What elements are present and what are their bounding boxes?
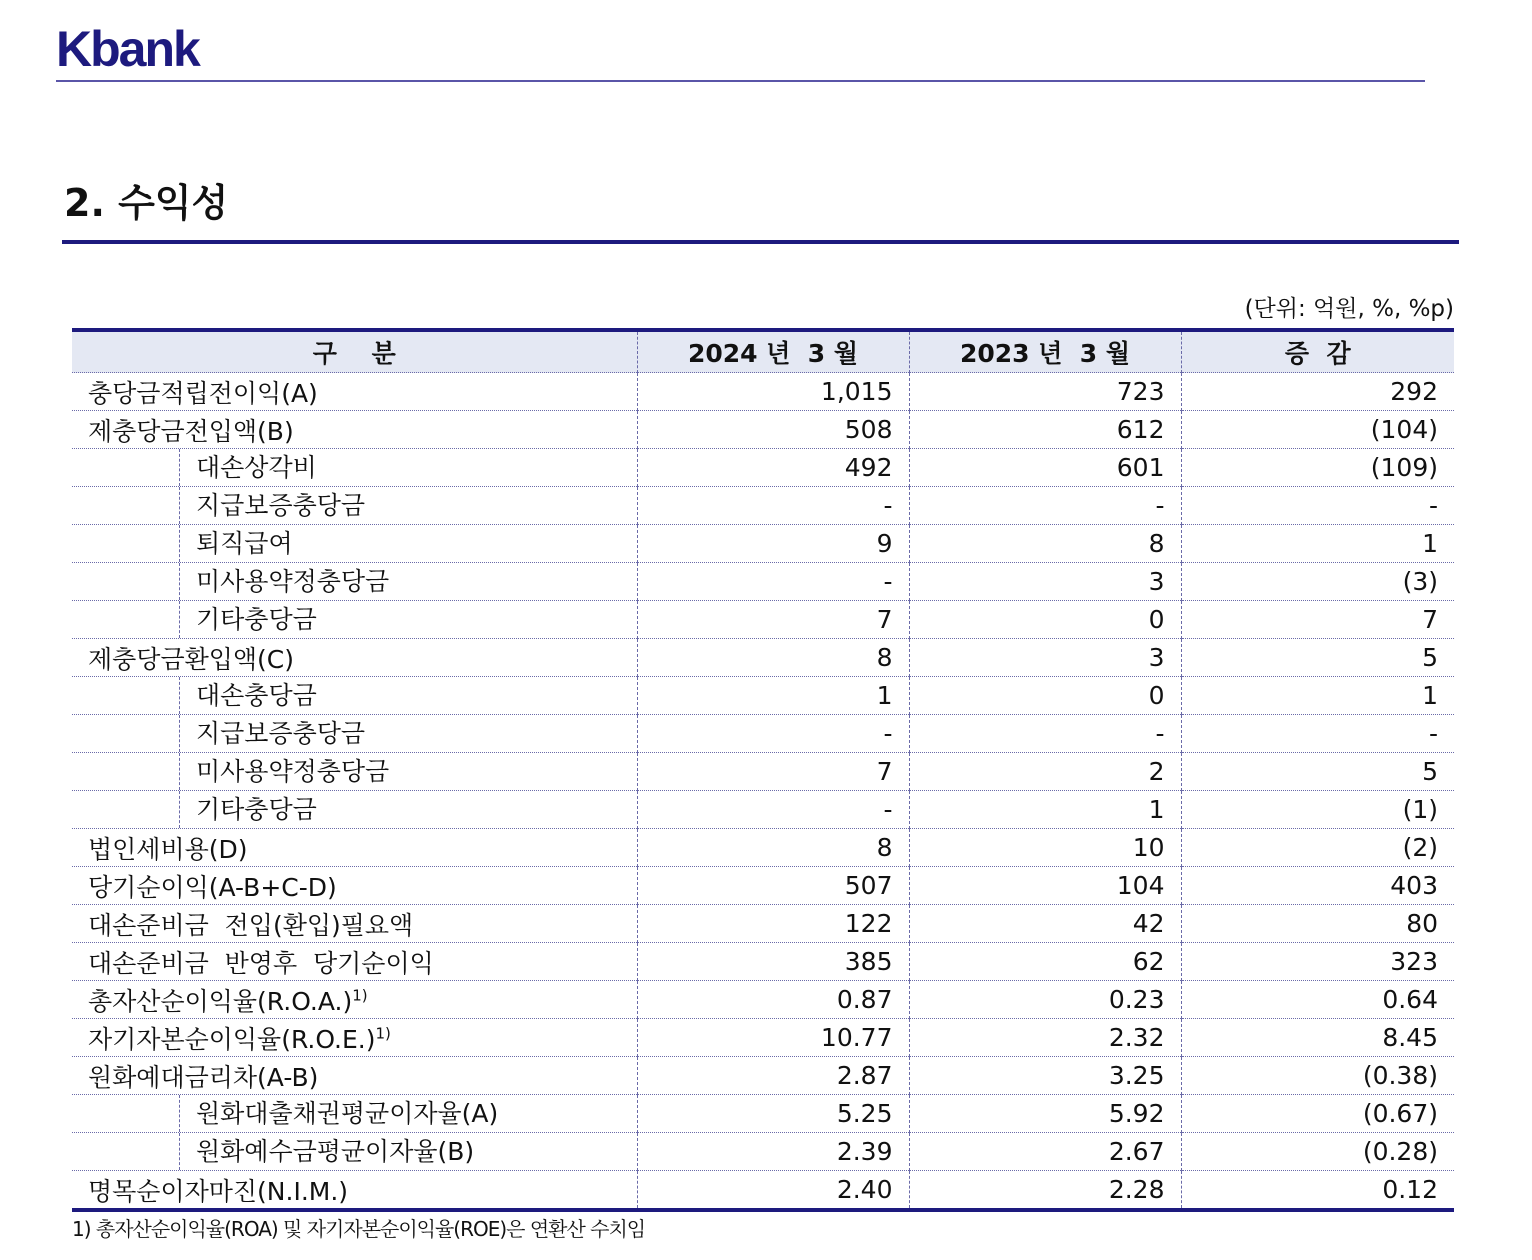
value-change: 0.64 (1181, 981, 1454, 1019)
table-row (72, 905, 1454, 943)
row-label-text: 지급보증충당금 (179, 715, 637, 752)
value-change: 80 (1181, 905, 1454, 943)
row-label (72, 373, 637, 411)
row-label-text: 기타충당금 (179, 791, 637, 828)
table-row (72, 563, 1454, 601)
row-label-text: 대손충당금 (179, 677, 637, 714)
header-divider (56, 80, 1425, 82)
header-2024-03: 2024 년 3 월 (637, 330, 909, 373)
row-label-text: 자기자본순이익율(R.O.E.) (88, 1024, 376, 1054)
value-change: 1 (1181, 677, 1454, 715)
value-2023: 2 (909, 753, 1181, 791)
value-change: (2) (1181, 829, 1454, 867)
table-row (72, 1095, 1454, 1133)
table-row (72, 677, 1454, 715)
row-label-text: 대손준비금 반영후 당기순이익 (88, 948, 434, 978)
table-row (72, 753, 1454, 791)
value-2023: 42 (909, 905, 1181, 943)
value-change: 8.45 (1181, 1019, 1454, 1057)
row-label (72, 411, 637, 449)
value-2024: 7 (637, 601, 909, 639)
header-category: 구 분 (72, 330, 637, 373)
table-row (72, 525, 1454, 563)
row-label-text: 미사용약정충당금 (179, 753, 637, 790)
row-label (72, 639, 637, 677)
row-label (72, 905, 637, 943)
unit-label: (단위: 억원, %, %p) (1244, 296, 1454, 322)
value-2023: 3 (909, 563, 1181, 601)
row-label-text: 제충당금전입액(B) (88, 416, 294, 446)
kbank-logo: Kbank (56, 21, 199, 77)
value-change: (3) (1181, 563, 1454, 601)
profitability-table (72, 328, 1454, 1212)
value-2024: 1 (637, 677, 909, 715)
value-2024: 122 (637, 905, 909, 943)
table-row (72, 943, 1454, 981)
value-2023: 3.25 (909, 1057, 1181, 1095)
value-2023: 104 (909, 867, 1181, 905)
value-change: 1 (1181, 525, 1454, 563)
value-2024: - (637, 715, 909, 753)
value-2024: 508 (637, 411, 909, 449)
table-row (72, 411, 1454, 449)
table-row (72, 449, 1454, 487)
value-2024: 2.87 (637, 1057, 909, 1095)
table-row (72, 791, 1454, 829)
row-label-text: 원화예수금평균이자율(B) (179, 1133, 637, 1170)
value-2023: 8 (909, 525, 1181, 563)
value-2023: - (909, 487, 1181, 525)
row-label-text: 대손상각비 (179, 449, 637, 486)
value-change: 5 (1181, 639, 1454, 677)
row-label-text: 원화예대금리차(A-B) (88, 1062, 319, 1092)
table-row (72, 1171, 1454, 1211)
value-2023: 0 (909, 601, 1181, 639)
value-change: 323 (1181, 943, 1454, 981)
row-label (72, 867, 637, 905)
value-2024: 8 (637, 829, 909, 867)
row-label (72, 1133, 637, 1171)
row-label-text: 제충당금환입액(C) (88, 644, 295, 674)
footnote: 1) 총자산순이익율(ROA) 및 자기자본순이익율(ROE)은 연환산 수치임 (72, 1217, 646, 1241)
value-2023: 612 (909, 411, 1181, 449)
row-label-text: 명목순이자마진(N.I.M.) (88, 1176, 349, 1206)
row-label (72, 791, 637, 829)
value-2023: 601 (909, 449, 1181, 487)
table-row (72, 1057, 1454, 1095)
value-2023: 2.32 (909, 1019, 1181, 1057)
value-2024: 1,015 (637, 373, 909, 411)
row-label-text: 대손준비금 전입(환입)필요액 (88, 910, 414, 940)
value-2023: 0 (909, 677, 1181, 715)
row-label-text: 총자산순이익율(R.O.A.) (88, 986, 353, 1016)
row-label-text: 퇴직급여 (179, 525, 637, 562)
row-label (72, 525, 637, 563)
value-2024: 8 (637, 639, 909, 677)
table-row (72, 715, 1454, 753)
row-label (72, 715, 637, 753)
row-label (72, 829, 637, 867)
value-2024: 2.39 (637, 1133, 909, 1171)
value-2024: 385 (637, 943, 909, 981)
row-label-text: 기타충당금 (179, 601, 637, 638)
row-label-text: 미사용약정충당금 (179, 563, 637, 600)
value-change: 0.12 (1181, 1171, 1454, 1211)
footnote-marker: 1) (352, 986, 368, 1005)
value-change: (104) (1181, 411, 1454, 449)
value-change: 403 (1181, 867, 1454, 905)
table-row (72, 1133, 1454, 1171)
value-2023: - (909, 715, 1181, 753)
value-2024: 5.25 (637, 1095, 909, 1133)
value-2024: 492 (637, 449, 909, 487)
row-label (72, 677, 637, 715)
table-row (72, 1019, 1454, 1057)
value-change: (0.38) (1181, 1057, 1454, 1095)
table-header-row (72, 330, 1454, 373)
row-label (72, 1095, 637, 1133)
table-row (72, 829, 1454, 867)
value-2023: 10 (909, 829, 1181, 867)
table-row (72, 981, 1454, 1019)
value-2023: 723 (909, 373, 1181, 411)
row-label (72, 753, 637, 791)
table-row (72, 639, 1454, 677)
row-label-text: 법인세비용(D) (88, 834, 248, 864)
section-title: 2. 수익성 (64, 181, 229, 225)
value-2024: - (637, 791, 909, 829)
row-label (72, 1057, 637, 1095)
row-label-text: 원화대출채권평균이자율(A) (179, 1095, 637, 1132)
row-label (72, 1019, 637, 1057)
value-2023: 0.23 (909, 981, 1181, 1019)
header-2023-03: 2023 년 3 월 (909, 330, 1181, 373)
table-row (72, 601, 1454, 639)
value-2024: 0.87 (637, 981, 909, 1019)
value-change: (0.67) (1181, 1095, 1454, 1133)
value-2023: 2.67 (909, 1133, 1181, 1171)
table-row (72, 373, 1454, 411)
value-change: 7 (1181, 601, 1454, 639)
row-label (72, 1171, 637, 1211)
value-change: (109) (1181, 449, 1454, 487)
value-2023: 62 (909, 943, 1181, 981)
row-label-text: 당기순이익(A-B+C-D) (88, 872, 337, 902)
value-2024: - (637, 487, 909, 525)
row-label-text: 충당금적립전이익(A) (88, 378, 318, 408)
value-2024: 507 (637, 867, 909, 905)
table-row (72, 487, 1454, 525)
value-2023: 2.28 (909, 1171, 1181, 1211)
value-change: (1) (1181, 791, 1454, 829)
title-divider (62, 240, 1459, 244)
value-2024: 10.77 (637, 1019, 909, 1057)
row-label-text: 지급보증충당금 (179, 487, 637, 524)
row-label (72, 981, 637, 1019)
value-2024: 7 (637, 753, 909, 791)
value-change: - (1181, 487, 1454, 525)
value-change: 292 (1181, 373, 1454, 411)
value-change: 5 (1181, 753, 1454, 791)
value-change: (0.28) (1181, 1133, 1454, 1171)
value-2024: - (637, 563, 909, 601)
row-label (72, 943, 637, 981)
row-label (72, 601, 637, 639)
value-2023: 1 (909, 791, 1181, 829)
value-2024: 2.40 (637, 1171, 909, 1211)
value-2023: 5.92 (909, 1095, 1181, 1133)
row-label (72, 563, 637, 601)
footnote-marker: 1) (375, 1024, 391, 1043)
value-2023: 3 (909, 639, 1181, 677)
row-label (72, 449, 637, 487)
header-change: 증 감 (1181, 330, 1454, 373)
table-row (72, 867, 1454, 905)
value-2024: 9 (637, 525, 909, 563)
value-change: - (1181, 715, 1454, 753)
row-label (72, 487, 637, 525)
